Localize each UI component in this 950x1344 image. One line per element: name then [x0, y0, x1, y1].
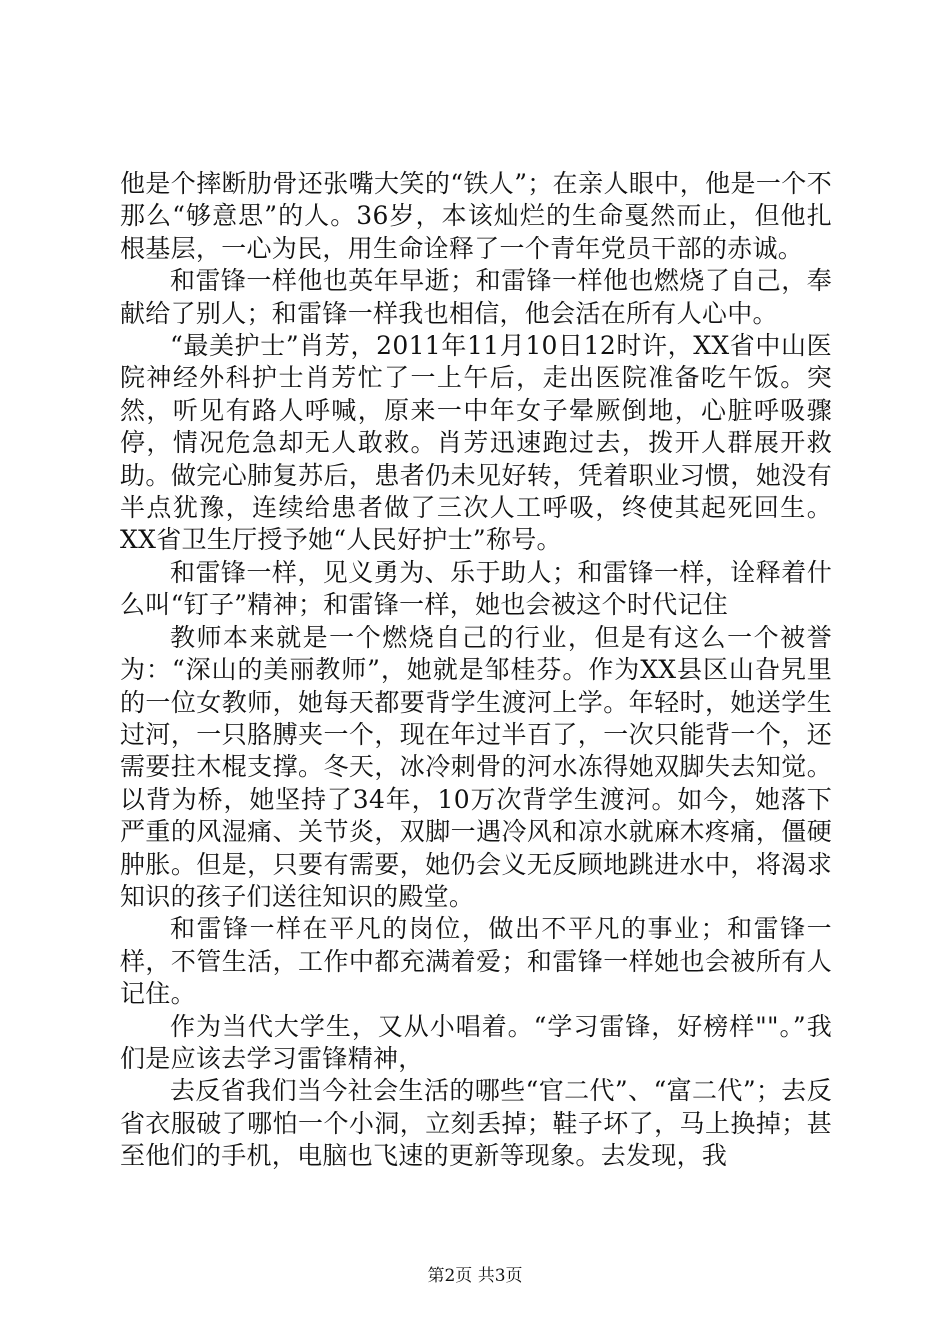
paragraph-2: 和雷锋一样他也英年早逝；和雷锋一样他也燃烧了自己，奉献给了别人；和雷锋一样我也相信，他会活在所有人心中。	[120, 266, 832, 328]
paragraph-1: 他是个摔断肋骨还张嘴大笑的“铁人”；在亲人眼中，他是一个不那么“够意思”的人。36岁，本该灿烂的生命戛然而止，但他扎根基层，一心为民，用生命诠释了一个青年党员干部的赤诚。	[120, 169, 832, 263]
paragraph-4: 和雷锋一样，见义勇为、乐于助人；和雷锋一样，诠释着什么叫“钉子”精神；和雷锋一样，她也会被这个时代记住	[120, 557, 832, 620]
paragraph-8: 去反省我们当今社会生活的哪些“官二代”、“富二代”；去反省衣服破了哪怕一个小洞，立刻丢掉；鞋子坏了，马上换掉；甚至他们的手机，电脑也飞速的更新等现象。去发现，我	[120, 1076, 832, 1171]
paragraph-3: “最美护士”肖芳，2011年11月10日12时许，XX省中山医院神经外科护士肖芳忙了一上午后，走出医院准备吃午饭。突然，听见有路人呼喊，原来一中年女子晕厥倒地，心脏呼吸骤停，情况危急却无人敢救。肖芳迅速跑过去，拨开人群展开救助。做完心肺复苏后，患者仍未见好转，凭着职业习惯，她没有半点犹豫，连续给患者做了三次人工呼吸，终使其起死回生。XX省卫生厅授予她“人民好护士”称号。	[120, 331, 832, 555]
paragraph-6: 和雷锋一样在平凡的岗位，做出不平凡的事业；和雷锋一样，不管生活，工作中都充满着爱；和雷锋一样她也会被所有人记住。	[120, 914, 832, 1009]
document-body	[120, 168, 832, 1173]
page-footer: 第2页 共3页	[427, 1266, 523, 1286]
paragraph-5: 教师本来就是一个燃烧自己的行业，但是有这么一个被誉为：“深山的美丽教师”，她就是邹桂芬。作为XX县区山旮旯里的一位女教师，她每天都要背学生渡河上学。年轻时，她送学生过河，一只胳膊夹一个，现在年过半百了，一次只能背一个，还需要拄木棍支撑。冬天，冰冷刺骨的河水冻得她双脚失去知觉。以背为桥，她坚持了34年，10万次背学生渡河。如今，她落下严重的风湿痛、关节炎，双脚一遇冷风和凉水就麻木疼痛，僵硬肿胀。但是，只要有需要，她仍会义无反顾地跳进水中，将渴求知识的孩子们送往知识的殿堂。	[120, 622, 832, 911]
paragraph-7: 作为当代大学生，又从小唱着。“学习雷锋，好榜样""。”我们是应该去学习雷锋精神，	[120, 1011, 832, 1073]
